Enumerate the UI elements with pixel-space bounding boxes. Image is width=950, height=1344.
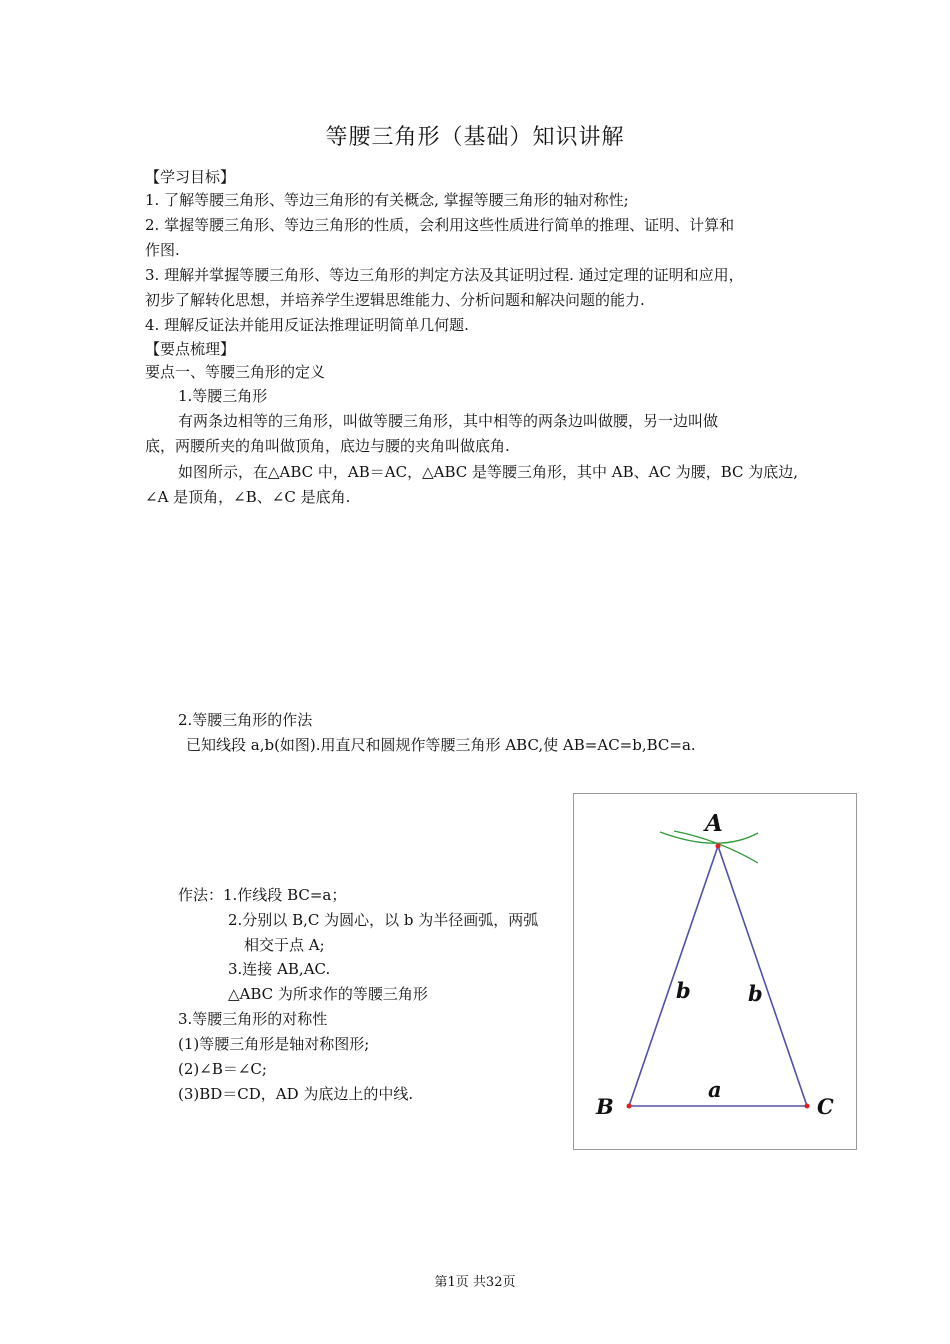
label-side-b-right: b: [748, 981, 763, 1006]
page-footer: 第1页 共32页: [434, 1275, 516, 1290]
point-c: [805, 1104, 810, 1109]
point-b: [627, 1104, 632, 1109]
example-text: 如图所示，在△ABC 中，AB＝AC，△ABC 是等腰三角形，其中 AB、AC 为腰，BC 为底边,: [178, 463, 799, 481]
construction-intro: 已知线段 a,b(如图).用直尺和圆规作等腰三角形 ABC,使 AB=AC=b,BC=a.: [186, 736, 696, 754]
construction-step-1: 作法：1.作线段 BC=a；: [178, 886, 347, 904]
subsection-1-heading: 1.等腰三角形: [178, 387, 268, 405]
definition-text-cont: 底，两腰所夹的角叫做顶角，底边与腰的夹角叫做底角.: [145, 437, 510, 455]
subsection-3-heading: 3.等腰三角形的对称性: [178, 1010, 328, 1028]
objective-3-cont: 初步了解转化思想，并培养学生逻辑思维能力、分析问题和解决问题的能力.: [145, 291, 645, 309]
objectives-heading: 【学习目标】: [145, 168, 236, 186]
label-a: A: [705, 810, 723, 837]
point-a: [716, 844, 721, 849]
points-heading: 【要点梳理】: [145, 340, 236, 358]
triangle-construction-figure: [573, 793, 857, 1150]
construction-result: △ABC 为所求作的等腰三角形: [228, 985, 428, 1003]
subsection-2-heading: 2.等腰三角形的作法: [178, 711, 313, 729]
symmetry-1: (1)等腰三角形是轴对称图形;: [178, 1035, 370, 1053]
side-ac: [718, 846, 807, 1106]
construction-step-3: 3.连接 AB,AC.: [228, 960, 331, 978]
label-b: B: [596, 1094, 614, 1119]
objective-3: 3. 理解并掌握等腰三角形、等边三角形的判定方法及其证明过程. 通过定理的证明和应用，: [145, 266, 744, 284]
page-title: 等腰三角形（基础）知识讲解: [325, 125, 625, 150]
objective-2: 2. 掌握等腰三角形、等边三角形的性质，会利用这些性质进行简单的推理、证明、计算和: [145, 216, 735, 234]
label-c: C: [817, 1094, 834, 1119]
construction-step-2-cont: 相交于点 A;: [244, 936, 325, 954]
symmetry-2: (2)∠B＝∠C;: [178, 1060, 267, 1078]
label-side-b-left: b: [676, 978, 691, 1003]
objective-2-cont: 作图.: [145, 241, 180, 259]
triangle-figure-svg: [574, 794, 858, 1151]
objective-4: 4. 理解反证法并能用反证法推理证明简单几何题.: [145, 316, 469, 334]
symmetry-3: (3)BD＝CD，AD 为底边上的中线.: [178, 1085, 414, 1103]
side-ab: [629, 846, 718, 1106]
definition-text: 有两条边相等的三角形，叫做等腰三角形，其中相等的两条边叫做腰，另一边叫做: [178, 412, 719, 430]
objective-1: 1. 了解等腰三角形、等边三角形的有关概念, 掌握等腰三角形的轴对称性;: [145, 191, 629, 209]
example-text-cont: ∠A 是顶角，∠B、∠C 是底角.: [145, 488, 351, 506]
point-1-heading: 要点一、等腰三角形的定义: [145, 363, 326, 381]
construction-step-2: 2.分别以 B,C 为圆心，以 b 为半径画弧，两弧: [228, 911, 539, 929]
label-side-a: a: [708, 1077, 722, 1102]
